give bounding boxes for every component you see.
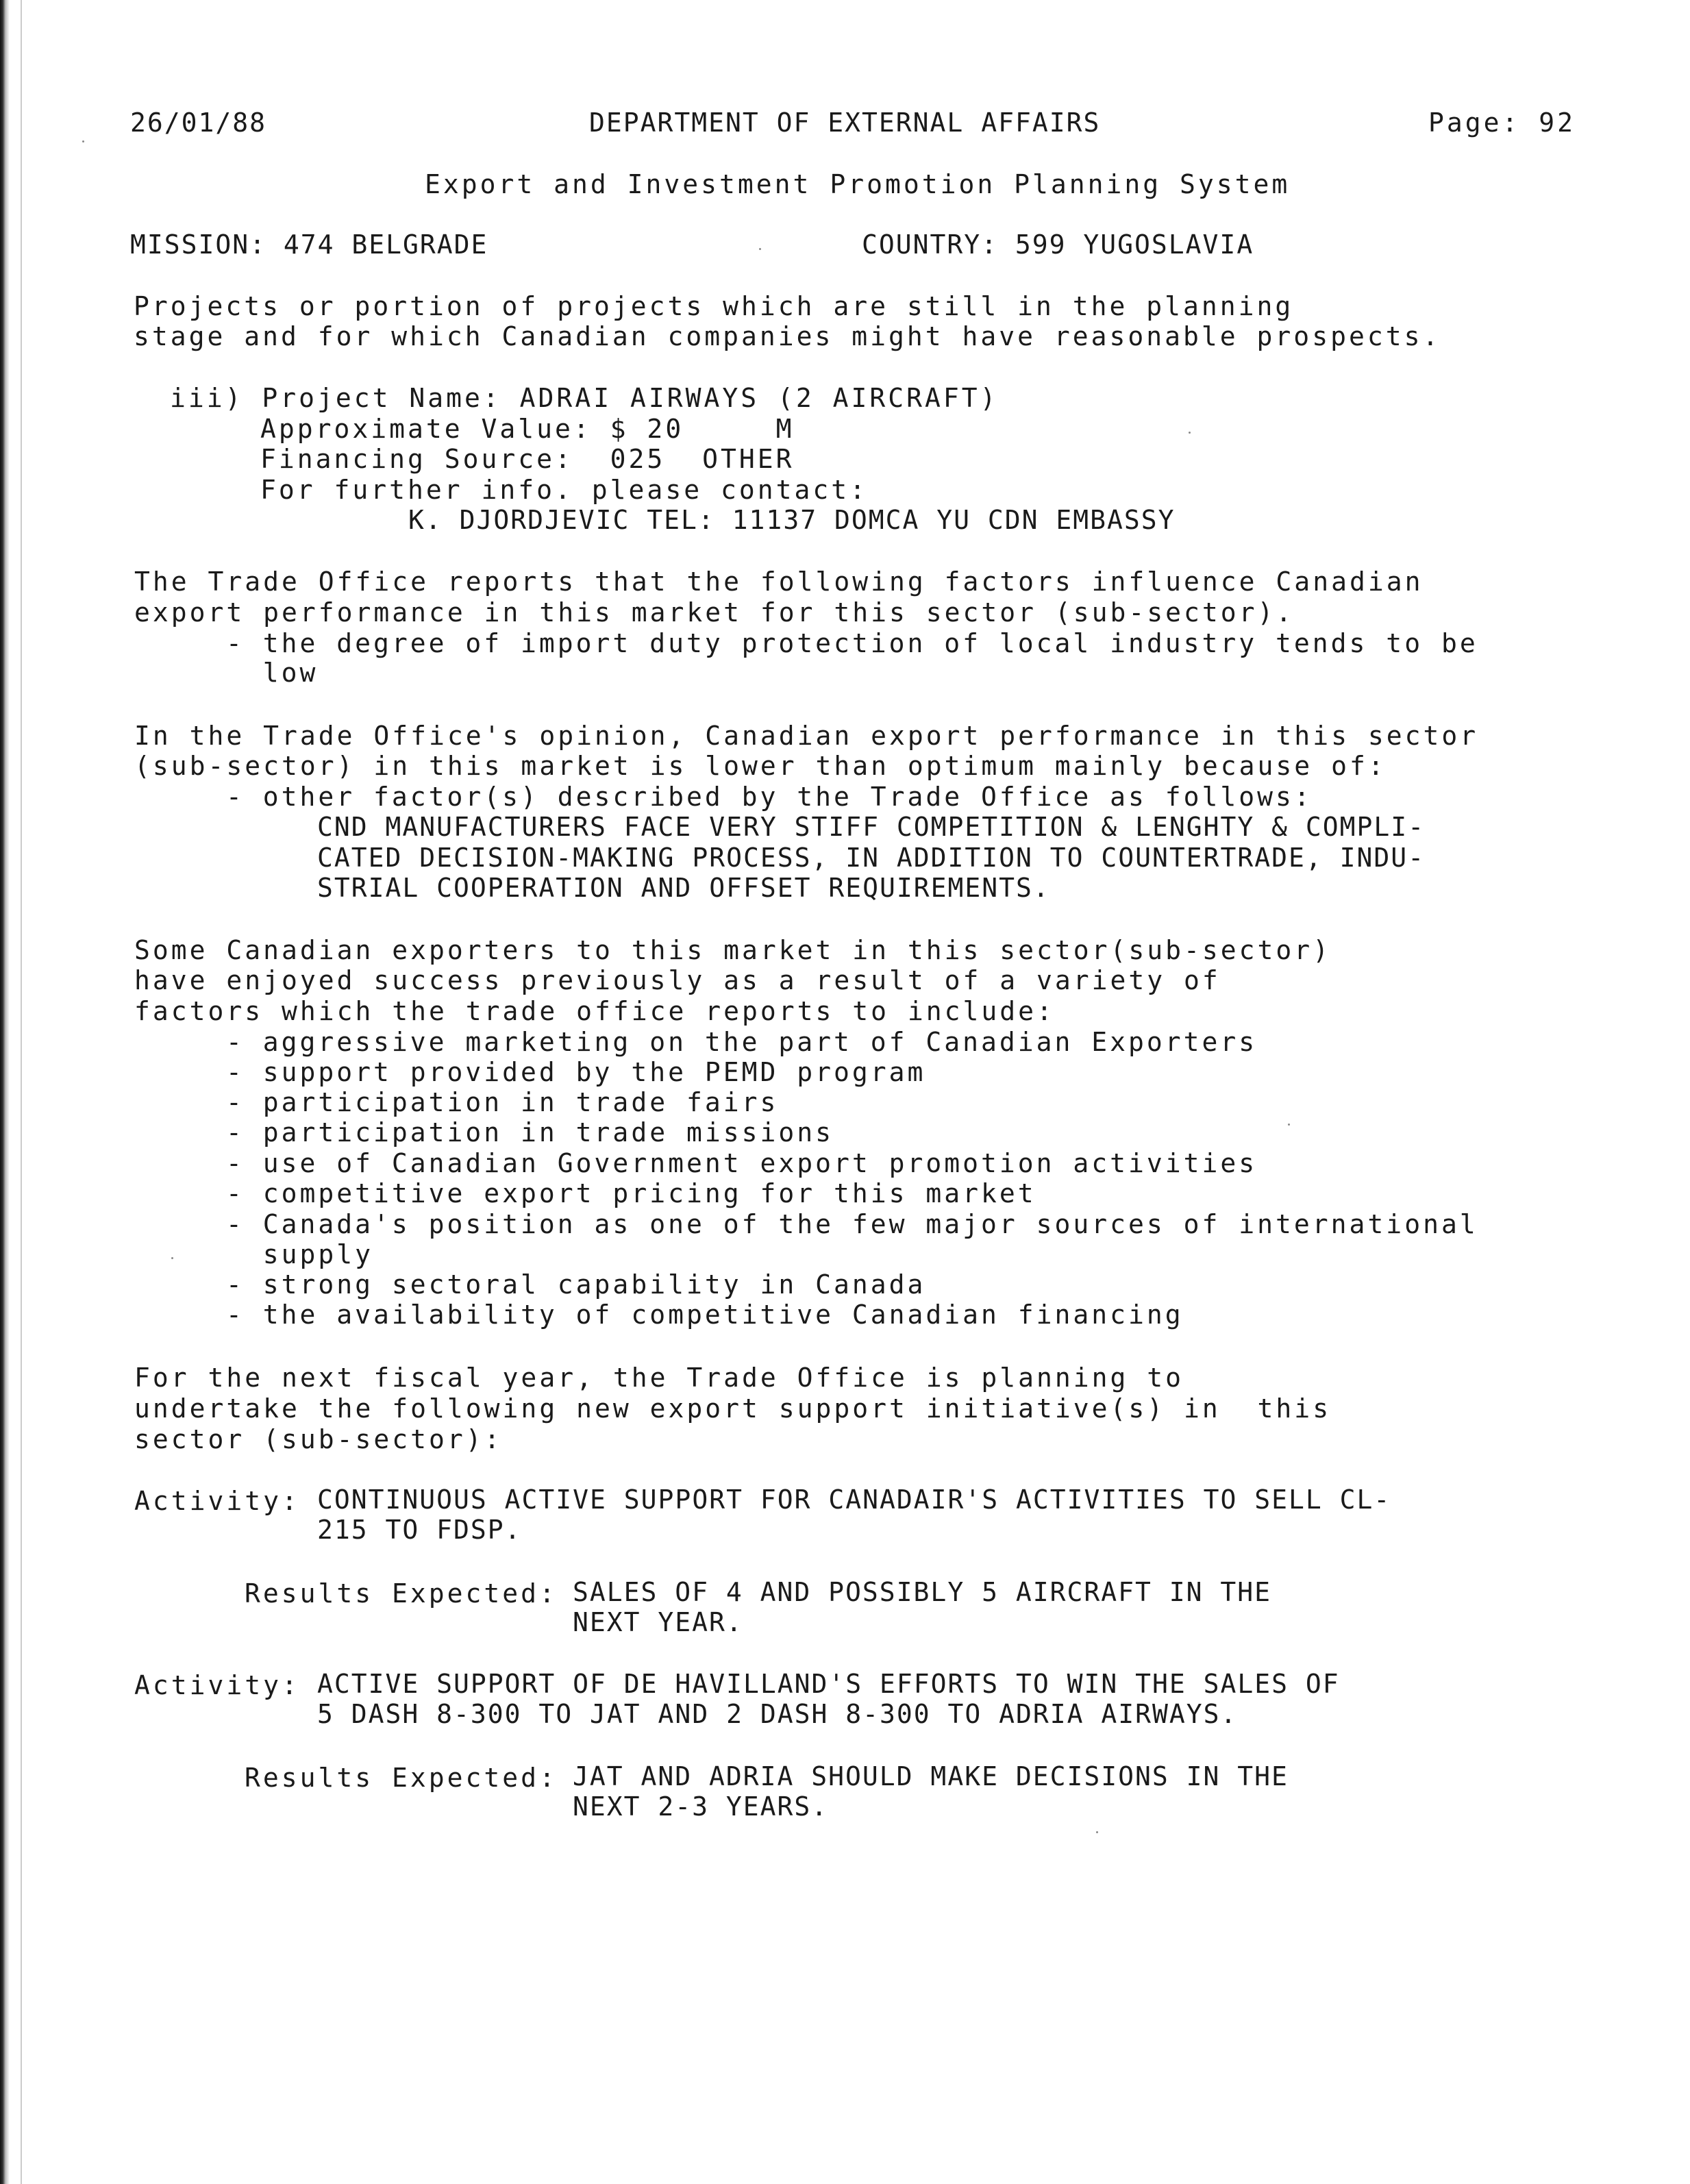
success-item: - participation in trade missions xyxy=(226,1117,834,1147)
next-year-intro-line: For the next fiscal year, the Trade Office is planning to xyxy=(134,1363,1184,1393)
results-text-line: NEXT YEAR. xyxy=(573,1607,743,1637)
activity-text-line: CONTINUOUS ACTIVE SUPPORT FOR CANADAIR'S ACTIVITIES TO SELL CL- xyxy=(317,1485,1391,1515)
success-item: - Canada's position as one of the few major sources of international xyxy=(226,1209,1478,1239)
financing-source: Financing Source: 025 OTHER xyxy=(260,444,795,474)
next-year-intro-line: undertake the following new export support initiative(s) in this xyxy=(134,1393,1332,1424)
mission: MISSION: 474 BELGRADE xyxy=(130,229,488,260)
factors-intro-line: export performance in this market for this sector (sub-sector). xyxy=(134,597,1295,628)
success-item: - use of Canadian Government export promotion activities xyxy=(226,1148,1258,1178)
results-text-line: JAT AND ADRIA SHOULD MAKE DECISIONS IN THE xyxy=(573,1761,1289,1791)
scan-speck xyxy=(1189,432,1191,434)
country: COUNTRY: 599 YUGOSLAVIA xyxy=(862,229,1254,260)
opinion-item: - other factor(s) described by the Trade Office as follows: xyxy=(226,782,1313,812)
contact-details: K. DJORDJEVIC TEL: 11137 DOMCA YU CDN EMBASSY xyxy=(408,505,1176,535)
activity-text-line: 215 TO FDSP. xyxy=(317,1515,522,1545)
next-year-intro-line: sector (sub-sector): xyxy=(134,1424,503,1454)
success-intro-line: have enjoyed success previously as a result of a variety of xyxy=(134,965,1221,995)
opinion-intro-line: (sub-sector) in this market is lower than optimum mainly because of: xyxy=(134,751,1387,781)
opinion-intro-line: In the Trade Office's opinion, Canadian export performance in this sector xyxy=(134,721,1479,751)
report-date: 26/01/88 xyxy=(130,108,267,138)
factor-item: low xyxy=(226,658,319,688)
results-label: Results Expected: xyxy=(245,1578,558,1609)
factors-intro-line: The Trade Office reports that the following factors influence Canadian xyxy=(134,567,1424,597)
success-item: - competitive export pricing for this market xyxy=(226,1178,1036,1208)
project-name: iii) Project Name: ADRAI AIRWAYS (2 AIRCRAFT) xyxy=(170,383,999,413)
scan-speck xyxy=(82,140,84,142)
results-label: Results Expected: xyxy=(245,1763,558,1793)
success-item: - aggressive marketing on the part of Canadian Exporters xyxy=(226,1027,1258,1057)
department-title: DEPARTMENT OF EXTERNAL AFFAIRS xyxy=(589,108,1101,138)
results-text-line: SALES OF 4 AND POSSIBLY 5 AIRCRAFT IN THE xyxy=(573,1577,1271,1607)
scan-speck xyxy=(1096,1831,1098,1833)
success-intro-line: Some Canadian exporters to this market in this sector(sub-sector) xyxy=(134,935,1332,965)
success-item: - support provided by the PEMD program xyxy=(226,1057,926,1087)
success-item: - the availability of competitive Canadian financing xyxy=(226,1300,1184,1330)
scan-edge xyxy=(0,0,12,2184)
opinion-detail-line: CND MANUFACTURERS FACE VERY STIFF COMPETITION & LENGHTY & COMPLI- xyxy=(317,812,1426,842)
results-text-line: NEXT 2-3 YEARS. xyxy=(573,1791,829,1822)
activity-label: Activity: xyxy=(134,1486,300,1516)
activity-text-line: ACTIVE SUPPORT OF DE HAVILLAND'S EFFORTS TO WIN THE SALES OF xyxy=(317,1669,1340,1699)
activity-text-line: 5 DASH 8-300 TO JAT AND 2 DASH 8-300 TO ADRIA AIRWAYS. xyxy=(317,1699,1238,1729)
factor-item: - the degree of import duty protection of local industry tends to be xyxy=(226,628,1478,658)
scan-speck xyxy=(759,248,761,250)
page-number: Page: 92 xyxy=(1428,108,1576,138)
success-intro-line: factors which the trade office reports to include: xyxy=(134,996,1055,1026)
scan-speck xyxy=(1288,1124,1290,1126)
projects-intro-line: Projects or portion of projects which are still in the planning xyxy=(134,291,1294,321)
contact-label: For further info. please contact: xyxy=(260,475,868,505)
success-item: - strong sectoral capability in Canada xyxy=(226,1269,926,1300)
opinion-detail-line: STRIAL COOPERATION AND OFFSET REQUIREMENTS. xyxy=(317,873,1050,903)
project-value: Approximate Value: $ 20 M xyxy=(260,414,795,444)
success-item: - participation in trade fairs xyxy=(226,1087,779,1117)
scan-speck xyxy=(171,1257,173,1259)
system-title: Export and Investment Promotion Planning System xyxy=(425,169,1291,199)
success-item: supply xyxy=(226,1239,374,1269)
scan-edge-line xyxy=(21,0,22,2184)
opinion-detail-line: CATED DECISION-MAKING PROCESS, IN ADDITION TO COUNTERTRADE, INDU- xyxy=(317,843,1426,873)
projects-intro-line: stage and for which Canadian companies might have reasonable prospects. xyxy=(134,321,1441,351)
activity-label: Activity: xyxy=(134,1670,300,1700)
